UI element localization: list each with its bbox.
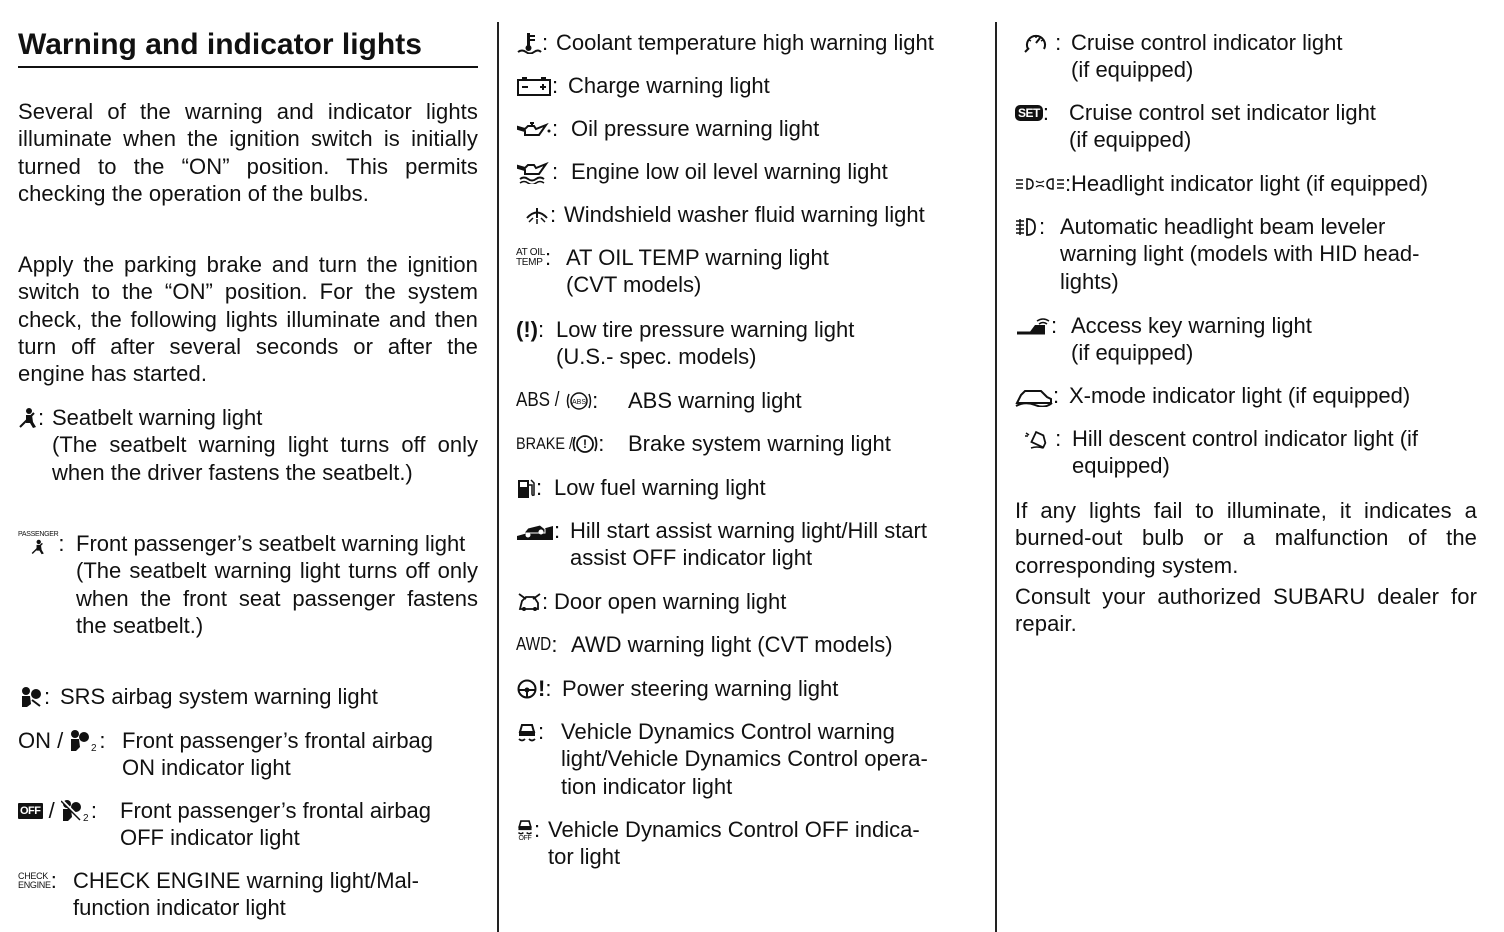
column-divider-right (995, 22, 997, 932)
hill-descent-icon (1023, 428, 1049, 450)
airbag-off-line-2: OFF indicator light (120, 825, 300, 851)
coolant-temperature-icon (516, 32, 542, 54)
svg-text:2: 2 (82, 812, 89, 823)
column-divider-left (497, 22, 499, 932)
set-badge: SET (1015, 105, 1043, 121)
svg-text:!: ! (583, 436, 588, 451)
washer-fluid-icon (524, 204, 550, 226)
passenger-seatbelt-note: (The seatbelt warning light turns off only when the front seat passenger fastens the seatbelt.) (76, 558, 478, 638)
consult-paragraph: Consult your authorized SUBARU dealer for repair. (1015, 584, 1477, 637)
steering-wheel-icon (516, 678, 538, 700)
battery-icon (516, 75, 552, 97)
page-title: Warning and indicator lights (18, 28, 422, 61)
check-engine-line-2: function indicator light (73, 895, 286, 921)
apply-paragraph: Apply the parking brake and turn the ignition switch to the “ON” position. For the system check, the following lights illuminate and then turn off after several seconds or after the engine has started. (18, 252, 478, 387)
passenger-airbag-on-icon (69, 729, 99, 753)
title-underline (18, 66, 478, 68)
fail-paragraph: If any lights fail to illuminate, it indicates a burned-out bulb or a malfunction of the corresponding system. (1015, 498, 1477, 578)
beam-leveler-icon (1015, 216, 1039, 238)
svg-text:2: 2 (91, 742, 97, 753)
airbag-off-line-1: Front passenger’s frontal airbag (120, 798, 432, 823)
check-engine-line-1: CHECK ENGINE warning light/Mal- (73, 868, 419, 893)
door-open-icon (516, 591, 542, 613)
check-engine-icon: CHECK ENGINE (18, 870, 51, 890)
steering-exclamation: ! (538, 675, 546, 701)
off-badge: OFF (20, 804, 41, 817)
passenger-airbag-off-icon (61, 799, 91, 823)
srs-text: SRS airbag system warning light (60, 684, 378, 709)
access-key-icon (1015, 315, 1051, 337)
airbag-on-line-2: ON indicator light (122, 755, 291, 781)
fuel-pump-icon (516, 477, 536, 499)
airbag-icon (18, 686, 44, 708)
cruise-control-icon (1023, 32, 1049, 54)
intro-paragraph: Several of the warning and indicator lights illuminate when the ignition switch is initially turned to the “ON” position. This permits checking the operation of the bulbs. (18, 99, 478, 206)
hill-start-icon (516, 520, 554, 542)
tire-pressure-icon: (!) (516, 316, 538, 342)
oil-can-icon (516, 118, 552, 140)
vdc-car-skid-icon (516, 720, 538, 744)
brake-circle-icon (572, 433, 598, 455)
vdc-off-icon: OFF (516, 817, 534, 842)
oil-level-icon (516, 160, 552, 184)
seatbelt-note: (The seatbelt warning light turns off only when the driver fastens the seatbelt.) (52, 432, 478, 485)
svg-text:ABS: ABS (572, 398, 587, 406)
seatbelt-icon (18, 407, 38, 429)
passenger-seatbelt-title: Front passenger’s seatbelt warning light (76, 531, 466, 556)
seatbelt-title: Seatbelt warning light (52, 405, 263, 430)
headlight-icon (1015, 177, 1065, 191)
airbag-on-line-1: Front passenger’s frontal airbag (122, 728, 434, 753)
awd-icon: AWD (516, 633, 552, 654)
x-mode-icon (1015, 385, 1053, 407)
abs-circle-icon (566, 390, 592, 412)
at-oil-temp-icon: AT OIL TEMP (516, 246, 545, 268)
passenger-seatbelt-icon: PASSENGER (18, 530, 58, 555)
